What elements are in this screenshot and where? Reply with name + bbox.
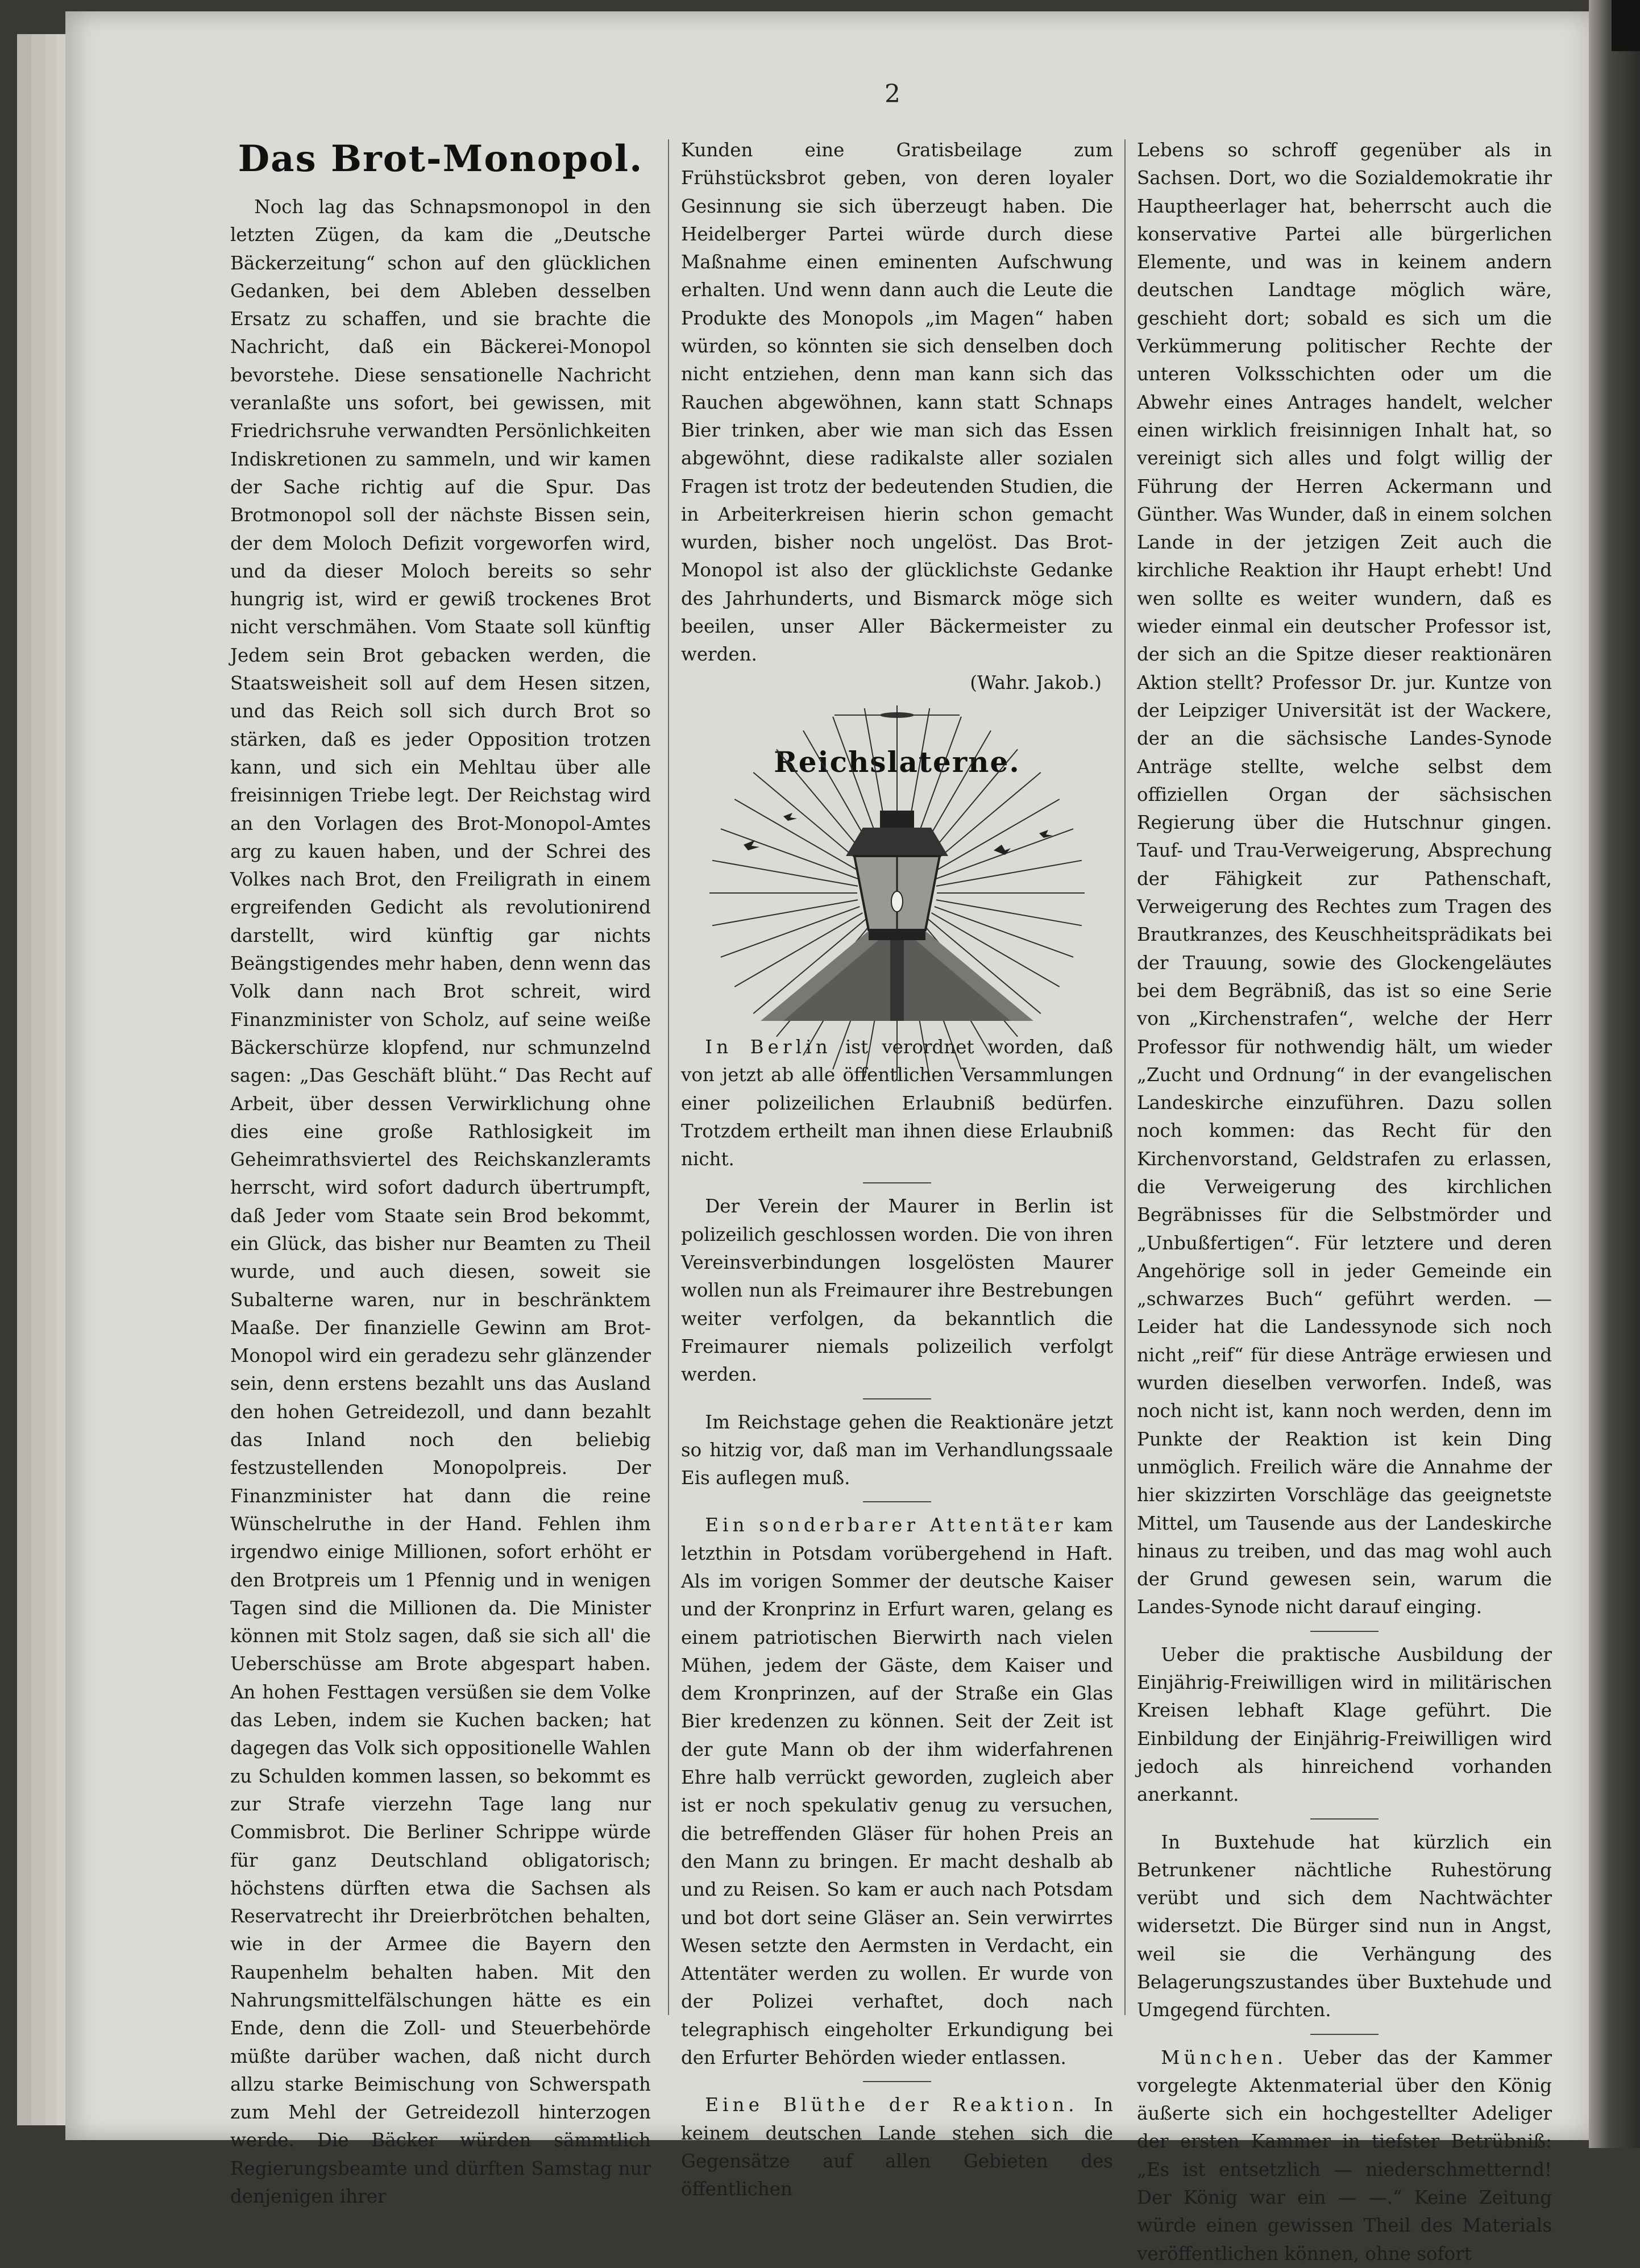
news-item-text: ist verordnet worden, daß von jetzt ab alle öffentlichen Versammlungen einer polizeilichen Erlaubniß bedürfen. Trotzdem ertheilt man ihnen diese Erlaubniß nicht. — [681, 1036, 1113, 1170]
news-item-lead: In Berlin — [705, 1036, 832, 1058]
article-paragraph-continued: Kunden eine Gratisbeilage zum Frühstücksbrot geben, von deren loyaler Gesinnung sie sich überzeugt haben. Die Heidelberger Partei würde durch diese Maßnahme einen eminenten Aufschwung erhalten. Und wenn dann auch die Leute die Produkte des Monopols „im Magen“ haben würden, so könnten sie sich denselben doch nicht entziehen, denn man kann sich das Rauchen abgewöhnen, kann statt Schnaps Bier trinken, aber wie man sich das Essen abgewöhnt, diese radikalste aller sozialen Fragen ist trotz der bedeutenden Studien, die in Arbeiterkreisen hierin schon gemacht wurden, bisher noch ungelöst. Das Brot-Monopol ist also der glücklichste Gedanke des Jahrhunderts, und Bismarck möge sich beeilen, unser Aller Bäckermeister zu werden. — [681, 139, 1113, 666]
news-item-text: Im Reichstage gehen die Reaktionäre jetzt so hitzig vor, daß man im Verhandlungssaale Eis auflegen muß. — [681, 1411, 1113, 1489]
news-item — [681, 1033, 1113, 1173]
news-item-lead: Ein sonderbarer Attentäter — [705, 1514, 1067, 1536]
scan-corner-mark — [1612, 0, 1640, 51]
news-item-lead: München. — [1161, 2046, 1288, 2068]
news-item-text: Ueber die praktische Ausbildung der Einjährig-Freiwilligen wird in militärischen Kreisen lebhaft Klage geführt. Die Einbildung der Einjährig-Freiwilligen wird jedoch als hinreichend vorhanden anerkannt. — [1137, 1643, 1552, 1806]
page-number: 2 — [885, 80, 900, 109]
lantern-illustration — [709, 794, 1085, 1021]
news-item-continued: Lebens so schroff gegenüber als in Sachsen. Dort, wo die Sozialdemokratie ihr Hauptheerlager hat, beherrscht auch die konservative Partei alle bürgerlichen Elemente, und was in keinem andern deutschen Landtage möglich wäre, geschieht dort; sobald es sich um die Verkümmerung politischer Rechte der unteren Volksschichten oder um die Abwehr eines Antrages handelt, welcher einen wirklich freisinnigen Inhalt hat, so vereinigt sich alles und folgt willig der Führung der Herren Ackermann und Günther. Was Wunder, daß in einem solchen Lande in der jetzigen Zeit auch die kirchliche Reaktion ihr Haupt erhebt! Und wen sollte es weiter wundern, daß es wieder einmal ein deutscher Professor ist, der sich an die Spitze dieser reaktionären Aktion stellt? Professor Dr. jur. Kuntze von der Leipziger Universität ist der Wackere, der an die sächsische Landes-Synode Anträge stellte, welche selbst dem offiziellen Organ der sächsischen Regierung über die Hutschnur gingen. Tauf- und Trau-Verweigerung, Absprechung der Fähigkeit zur Pathenschaft, Verweigerung des Rechtes zum Tragen des Brautkranzes, des Keuschheitsprädikats bei der Trauung, sowie des Glockengeläutes bei dem Begräbniß, das ist so eine Serie von „Kirchenstrafen“, welche der Herr Professor für nothwendig hält, um wieder „Zucht und Ordnung“ in der evangelischen Landeskirche einzuführen. Dazu sollen noch kommen: das Recht für den Kirchenvorstand, Geldstrafen zu erlassen, die Verweigerung des kirchlichen Begräbnisses für die Selbstmörder und „Unbußfertigen“. Für letztere und deren Angehörige soll in jeder Gemeinde ein „schwarzes Buch“ geführt werden. — Leider hat die Landessynode sich noch nicht „reif“ für diese Anträge erwiesen und wurden dieselben verworfen. Indeß, was noch nicht ist, kann noch werden, denn im Punkte der Reaktion ist kein Ding unmöglich. Freilich wäre die Annahme der hier skizzirten Vorschläge das geeignetste Mittel, um Tausende aus der Landeskirche hinaus zu treiben, und das mag wohl auch der Grund gewesen sein, warum die Landes-Synode nicht darauf einging. — [1137, 139, 1552, 1618]
news-items-column-3 — [1137, 136, 1552, 2268]
news-item — [1137, 1829, 1552, 2025]
news-items-column-2 — [681, 1033, 1113, 2204]
news-item — [681, 2091, 1113, 2203]
column-rule — [668, 139, 669, 2015]
article-source: (Wahr. Jakob.) — [970, 671, 1102, 693]
item-separator — [1310, 1818, 1379, 1820]
binding-shadow — [1589, 0, 1640, 2148]
news-item — [681, 1193, 1113, 1389]
news-item-text: In keinem deutschen Lande stehen sich die Gegensätze auf allen Gebieten des öffentlichen — [681, 2094, 1114, 2200]
news-item-lead: Eine Blüthe der Reaktion. — [705, 2094, 1078, 2116]
article-title-reichslaterne: Reichslaterne. — [774, 745, 1020, 779]
item-separator — [1310, 2034, 1379, 2035]
news-item-text: kam letzthin in Potsdam vorübergehend in Haft. Als im vorigen Sommer der deutsche Kaiser und der Kronprinz in Erfurt waren, gelang es einem patriotischen Bierwirth nach vielen Mühen, jedem der Gäste, dem Kaiser und dem Kronprinzen, auf der Straße ein Glas Bier kredenzen zu können. Seit der Zeit ist der gute Mann ob der ihm widerfahrenen Ehre halb verrückt geworden, zugleich aber ist er noch spekulativ genug zu versuchen, die betreffenden Gläser für hohen Preis an den Mann zu bringen. Er macht deshalb ab und zu Reisen. So kam er auch nach Potsdam und bot dort seine Gläser an. Sein verwirrtes Wesen setzte den Aermsten in Verdacht, ein Attentäter werden zu wollen. Er wurde von der Polizei verhaftet, doch nach telegraphisch eingeholter Erkundigung bei den Erfurter Behörden wieder entlassen. — [681, 1514, 1113, 2069]
column-3 — [1137, 136, 1552, 2268]
item-separator — [863, 1182, 931, 1183]
news-item — [1137, 2044, 1552, 2268]
news-item-text: Ueber das der Kammer vorgelegte Aktenmaterial über den König äußerte sich ein hochgestellter Adeliger der ersten Kammer in tiefster Betrübniß: „Es ist entsetzlich — niederschmetternd! Der König war ein — —.“ Keine Zeitung würde einen gewissen Theil des Materials veröffentlichen können, ohne sofort — [1137, 2046, 1552, 2265]
column-rule — [1124, 139, 1126, 2015]
column-2 — [681, 136, 1113, 2204]
news-item — [1137, 1641, 1552, 1809]
item-separator — [863, 2081, 931, 2082]
item-separator — [863, 1501, 931, 1502]
news-item — [681, 1511, 1113, 2072]
column-1 — [230, 136, 651, 2211]
news-item — [681, 1409, 1113, 1493]
item-separator — [1310, 1631, 1379, 1632]
news-item-text: Der Verein der Maurer in Berlin ist polizeilich geschlossen worden. Die von ihren Vereinsverbindungen losgelösten Maurer wollen nun als Freimaurer ihre Bestrebungen weiter verfolgen, da bekanntlich die Freimaurer niemals polizeilich verfolgt werden. — [681, 1195, 1113, 1386]
article-title-brot-monopol: Das Brot-Monopol. — [238, 138, 643, 180]
news-item-text: In Buxtehude hat kürzlich ein Betrunkener nächtliche Ruhestörung verübt und sich dem Nachtwächter widersetzt. Die Bürger sind nun in Angst, weil sie die Verhängung des Belagerungszustandes über Buxtehude und Umgegend fürchten. — [1137, 1831, 1552, 2021]
item-separator — [863, 1398, 931, 1399]
article-paragraph: Noch lag das Schnapsmonopol in den letzten Zügen, da kam die „Deutsche Bäckerzeitung“ schon auf den glücklichen Gedanken, bei dem Ableben desselben Ersatz zu schaffen, und sie brachte die Nachricht, daß ein Bäckerei-Monopol bevorstehe. Diese sensationelle Nachricht veranlaßte uns sofort, bei gewissen, mit Friedrichsruhe verwandten Persönlichkeiten Indiskretionen zu sammeln, und wir kamen der Sache richtig auf die Spur. Das Brotmonopol soll der nächste Bissen sein, der dem Moloch Defizit vorgeworfen wird, und da dieser Moloch bereits so sehr hungrig ist, wird er gewiß trockenes Brot nicht verschmähen. Vom Staate soll künftig Jedem sein Brot gebacken werden, die Staatsweisheit soll auf dem Hesen sitzen, und das Reich soll sich durch Brot so stärken, daß es jeder Opposition trotzen kann, und sich ein Mehltau über alle freisinnigen Triebe legt. Der Reichstag wird an den Vorlagen des Brot-Monopol-Amtes arg zu kauen haben, und der Schrei des Volkes nach Brot, den Freiligrath in einem ergreifenden Gedicht als revolutionirend darstellt, wird künftig gar nichts Beängstigendes mehr haben, denn wenn das Volk dann nach Brot schreit, wird Finanzminister von Scholz, auf seine weiße Bäckerschürze klopfend, nur schmunzelnd sagen: „Das Geschäft blüht.“ Das Recht auf Arbeit, über dessen Verwirklichung ohne dies eine große Rathlosigkeit im Geheimrathsviertel des Reichskanzleramts herrscht, wird sofort dadurch übertrumpft, daß Jeder vom Staate sein Brod bekommt, ein Glück, das bisher nur Beamten zu Theil wurde, und auch diesen, soweit sie Subalterne waren, nur in beschränktem Maaße. Der finanzielle Gewinn am Brot-Monopol wird ein geradezu sehr glänzender sein, denn erstens bezahlt uns das Ausland den hohen Getreidezoll, und dann bezahlt das Inland noch den beliebig festzustellenden Monopolpreis. Der Finanzminister hat dann die reine Wünschelruthe in der Hand. Fehlen ihm irgendwo einige Millionen, sofort erhöht er den Brotpreis um 1 Pfennig und in wenigen Tagen sind die Millionen da. Die Minister können mit Stolz sagen, daß sie sich all' die Ueberschüsse am Brote abgespart haben. An hohen Festtagen versüßen sie dem Volke das Leben, indem sie Kuchen backen; hat dagegen das Volk sich oppositionelle Wahlen zu Schulden kommen lassen, so bekommt es zur Strafe vierzehn Tage lang nur Commisbrot. Die Berliner Schrippe würde für ganz Deutschland obligatorisch; höchstens dürften etwa die Sachsen als Reservatrecht ihr Dreierbrötchen behalten, wie in der Armee die Bayern den Raupenhelm behalten haben. Mit den Nahrungsmittelfälschungen hätte es ein Ende, denn die Zoll- und Steuerbehörde müßte darüber wachen, daß nicht durch allzu starke Beimischung von Schwerspath zum Mehl der Getreidezoll hinterzogen werde. Die Bäcker würden sämmtlich Regierungsbeamte und dürften Samstag nur denjenigen ihrer — [230, 196, 651, 2208]
